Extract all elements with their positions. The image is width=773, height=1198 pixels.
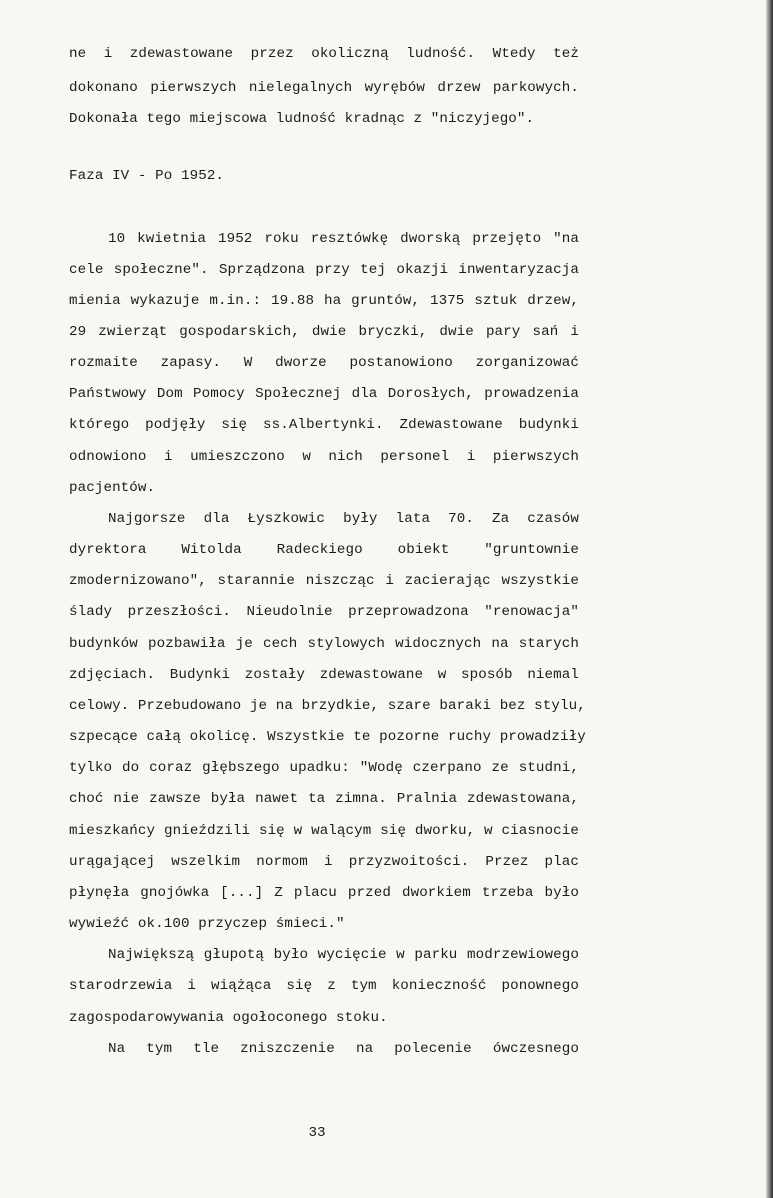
text-line: wywieźć ok.100 przyczep śmieci.": [69, 916, 345, 932]
text-line: odnowiono i umieszczono w nich personel i pierwszych: [69, 449, 579, 465]
text-line: 10 kwietnia 1952 roku resztówkę dworską przejęto "na: [108, 231, 579, 247]
text-line: budynków pozbawiła je cech stylowych widocznych na starych: [69, 636, 579, 652]
text-line: celowy. Przebudowano je na brzydkie, szare baraki bez stylu,: [69, 698, 586, 714]
text-line: którego podjęły się ss.Albertynki. Zdewastowane budynki: [69, 417, 579, 433]
text-line: szpecące całą okolicę. Wszystkie te pozorne ruchy prowadziły: [69, 729, 586, 745]
text-line: choć nie zawsze była nawet ta zimna. Pralnia zdewastowana,: [69, 791, 579, 807]
text-line: starodrzewia i wiążąca się z tym konieczność ponownego: [69, 978, 579, 994]
scan-edge: [766, 0, 773, 1198]
text-line: pacjentów.: [69, 480, 156, 496]
text-line: mieszkańcy gnieździli się w walącym się dworku, w ciasnocie: [69, 823, 579, 839]
text-line: tylko do coraz głębszego upadku: "Wodę czerpano ze studni,: [69, 760, 579, 776]
text-line: Na tym tle zniszczenie na polecenie ówczesnego: [108, 1041, 579, 1057]
text-line: Dokonała tego miejscowa ludność kradnąc z "niczyjego".: [69, 111, 535, 127]
text-line: cele społeczne". Sprządzona przy tej okazji inwentaryzacja: [69, 262, 579, 278]
section-heading: Faza IV - Po 1952.: [69, 168, 225, 184]
text-line: zagospodarowywania ogołoconego stoku.: [69, 1010, 388, 1026]
text-line: Najgorsze dla Łyszkowic były lata 70. Za czasów: [108, 511, 579, 527]
text-line: urągającej wszelkim normom i przyzwoitości. Przez plac: [69, 854, 579, 870]
text-line: płynęła gnojówka [...] Z placu przed dworkiem trzeba było: [69, 885, 579, 901]
text-line: 29 zwierząt gospodarskich, dwie bryczki, dwie pary sań i: [69, 324, 579, 340]
text-line: ne i zdewastowane przez okoliczną ludność. Wtedy też: [69, 46, 579, 62]
text-line: Państwowy Dom Pomocy Społecznej dla Dorosłych, prowadzenia: [69, 386, 579, 402]
text-line: Największą głupotą było wycięcie w parku modrzewiowego: [108, 947, 579, 963]
text-line: dyrektora Witolda Radeckiego obiekt "gruntownie: [69, 542, 579, 558]
page-number: 33: [308, 1125, 326, 1141]
text-line: rozmaite zapasy. W dworze postanowiono zorganizować: [69, 355, 579, 371]
text-line: dokonano pierwszych nielegalnych wyrębów drzew parkowych.: [69, 80, 579, 96]
text-line: ślady przeszłości. Nieudolnie przeprowadzona "renowacja": [69, 604, 579, 620]
text-line: mienia wykazuje m.in.: 19.88 ha gruntów, 1375 sztuk drzew,: [69, 293, 579, 309]
text-line: zdjęciach. Budynki zostały zdewastowane w sposób niemal: [69, 667, 579, 683]
text-line: zmodernizowano", starannie niszcząc i zacierając wszystkie: [69, 573, 579, 589]
